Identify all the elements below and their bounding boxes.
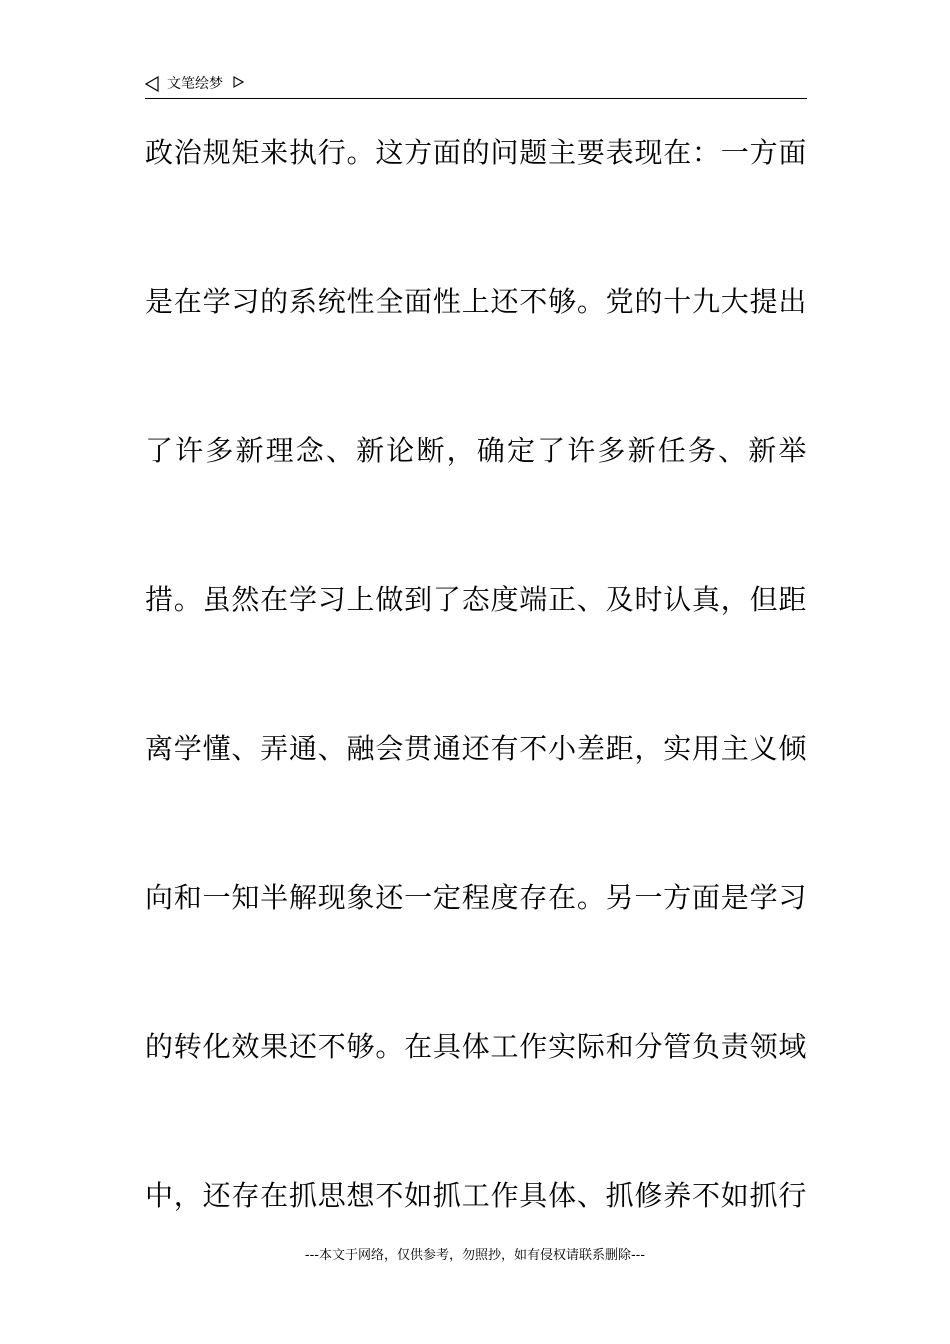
body-line: 离学懂、弄通、融会贯通还有不小差距，实用主义倾 [145,732,807,765]
body-line: 措。虽然在学习上做到了态度端正、及时认真，但距 [145,583,807,616]
body-line: 是在学习的系统性全面性上还不够。党的十九大提出 [145,285,807,318]
body-line: 向和一知半解现象还一定程度存在。另一方面是学习 [145,881,807,914]
body-line: 的转化效果还不够。在具体工作实际和分管负责领域 [145,1030,807,1063]
page-footer: ---本文于网络，仅供参考，勿照抄，如有侵权请联系删除--- [304,1248,646,1263]
body-line: 政治规矩来执行。这方面的问题主要表现在：一方面 [145,136,807,169]
header-title: 文笔绘梦 [167,76,223,92]
document-body [145,0,807,1344]
body-line: 中，还存在抓思想不如抓工作具体、抓修养不如抓行 [145,1179,807,1212]
body-line: 了许多新理念、新论断，确定了许多新任务、新举 [145,434,807,467]
